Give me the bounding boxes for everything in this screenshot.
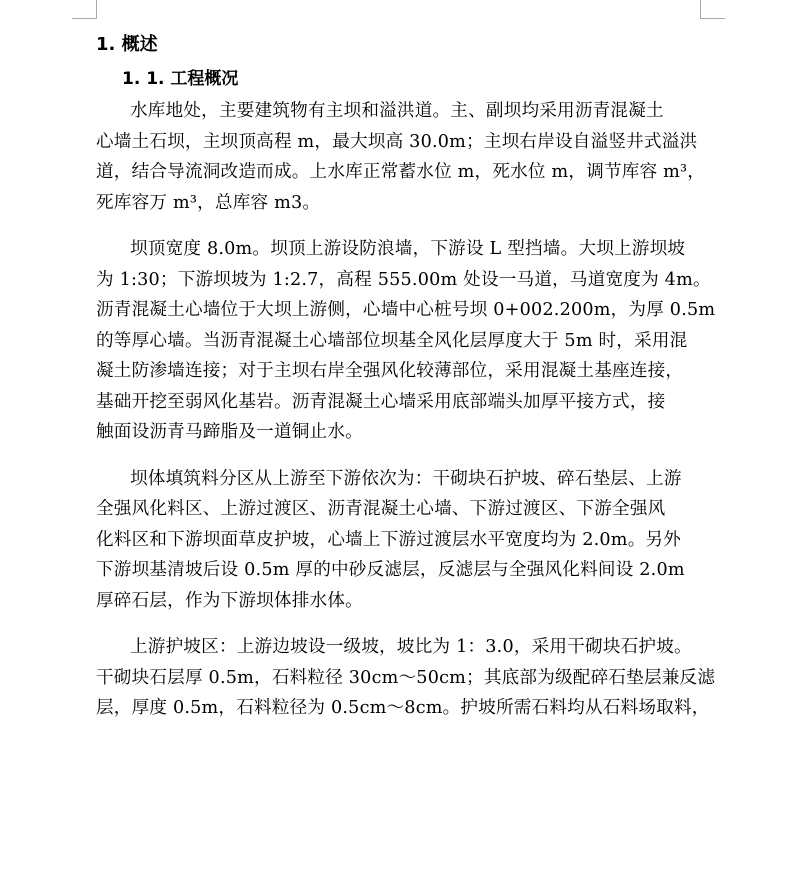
text-line: 层，厚度 0.5m，石料粒径为 0.5cm～8cm。护坡所需石料均从石料场取料， <box>96 698 710 718</box>
text-line: 的等厚心墙。当沥青混凝土心墙部位坝基全风化层厚度大于 5m 时，采用混 <box>96 330 688 351</box>
text-line: 心墙土石坝，主坝顶高程 m，最大坝高 30.0m；主坝右岸设自溢竖井式溢洪 <box>96 131 698 152</box>
text-line: 水库地处，主要建筑物有主坝和溢洪道。主、副坝均采用沥青混凝土 <box>130 101 664 121</box>
paragraph <box>96 96 706 218</box>
text-line: 下游坝基清坡后设 0.5m 厚的中砂反滤层，反滤层与全强风化料间设 2.0m <box>96 560 685 580</box>
text-line: 基础开挖至弱风化基岩。沥青混凝土心墙采用底部端头加厚平接方式，接 <box>96 391 666 412</box>
paragraph <box>96 234 716 448</box>
text-line: 凝土防渗墙连接；对于主坝右岸全强风化较薄部位，采用混凝土基座连接， <box>96 361 684 381</box>
text-line: 为 1:30；下游坝坡为 1:2.7，高程 555.00m 处设一马道，马道宽度为 4m。 <box>96 269 711 290</box>
paragraph <box>96 464 706 617</box>
text-line: 厚碎石层，作为下游坝体排水体。 <box>96 590 363 611</box>
text-line: 沥青混凝土心墙位于大坝上游侧，心墙中心桩号坝 0+002.200m，为厚 0.5m <box>96 300 716 320</box>
text-line: 全强风化料区、上游过渡区、沥青混凝土心墙、下游过渡区、下游全强风 <box>96 499 666 519</box>
heading-2: 1. 1. 工程概况 <box>122 69 239 89</box>
page-corner-mark-right <box>700 0 725 19</box>
page-corner-mark-left <box>72 0 97 19</box>
paragraph <box>96 632 716 724</box>
document-body <box>96 28 716 740</box>
text-line: 死库容万 m³，总库容 m3。 <box>96 192 321 213</box>
heading-1: 1. 概述 <box>96 34 158 55</box>
text-line: 道，结合导流洞改造而成。上水库正常蓄水位 m，死水位 m，调节库容 m³， <box>96 162 706 182</box>
text-line: 化料区和下游坝面草皮护坡，心墙上下游过渡层水平宽度均为 2.0m。另外 <box>96 529 682 550</box>
text-line: 触面设沥青马蹄脂及一道铜止水。 <box>96 422 363 442</box>
text-line: 坝顶宽度 8.0m。坝顶上游设防浪墙，下游设 L 型挡墙。大坝上游坝坡 <box>130 239 686 259</box>
text-line: 上游护坡区：上游边坡设一级坡，坡比为 1：3.0，采用干砌块石护坡。 <box>130 637 692 657</box>
text-line: 干砌块石层厚 0.5m，石料粒径 30cm～50cm；其底部为级配碎石垫层兼反滤 <box>96 667 716 688</box>
text-line: 坝体填筑料分区从上游至下游依次为：干砌块石护坡、碎石垫层、上游 <box>130 468 682 489</box>
